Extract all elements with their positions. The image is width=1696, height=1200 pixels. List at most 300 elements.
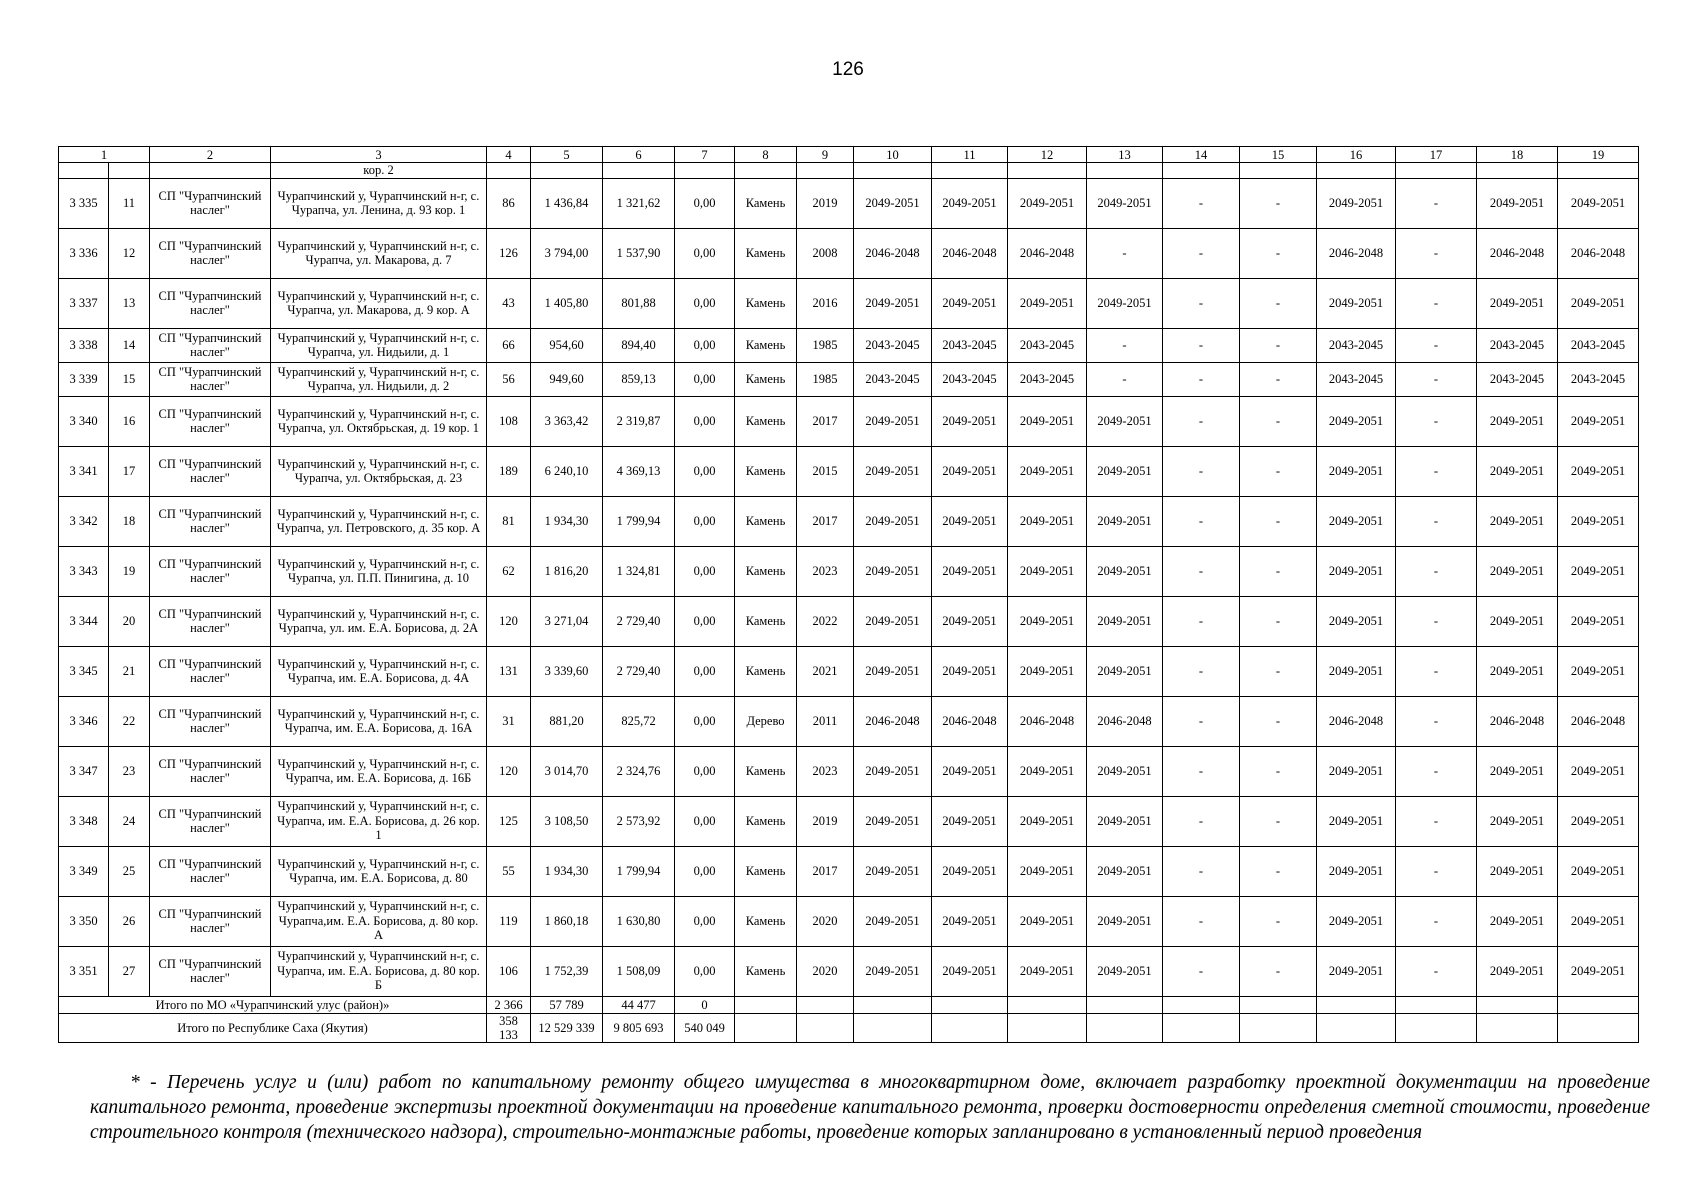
cell-col-14: - [1163, 446, 1240, 496]
cell-col-11: 2049-2051 [932, 896, 1008, 946]
cell-col-12: 2043-2045 [1008, 328, 1087, 362]
cell-col-9: 2023 [797, 746, 854, 796]
cell-col-16: 2049-2051 [1317, 446, 1396, 496]
cell-district: СП "Чурапчинский наслег" [150, 896, 271, 946]
cell-col-14: - [1163, 178, 1240, 228]
column-header-18: 18 [1477, 147, 1558, 163]
cell-district: СП "Чурапчинский наслег" [150, 496, 271, 546]
cell-col-10 [854, 1013, 932, 1042]
cell-col-18: 2043-2045 [1477, 362, 1558, 396]
cell-col-16: 2049-2051 [1317, 646, 1396, 696]
cell-col-17: - [1396, 796, 1477, 846]
column-header-1: 1 [59, 147, 150, 163]
cell-col-19 [1558, 996, 1639, 1013]
cell-col-5: 6 240,10 [531, 446, 603, 496]
cell-col-17: - [1396, 896, 1477, 946]
cell-col-13: 2049-2051 [1087, 546, 1163, 596]
cell-col-18: 2049-2051 [1477, 446, 1558, 496]
cell-col-6: 1 324,81 [603, 546, 675, 596]
cell-col-10: 2049-2051 [854, 178, 932, 228]
cell-col-5: 3 271,04 [531, 596, 603, 646]
cell-col-13 [1087, 1013, 1163, 1042]
cell-col-11 [932, 1013, 1008, 1042]
cell-col-16: 2049-2051 [1317, 396, 1396, 446]
totals-row [59, 996, 1639, 1013]
cell-col-9: 2021 [797, 646, 854, 696]
cell-col-14: - [1163, 228, 1240, 278]
cell-address: Чурапчинский у, Чурапчинский н-г, с. Чурапча, им. Е.А. Борисова, д. 16А [271, 696, 487, 746]
cell-address: Чурапчинский у, Чурапчинский н-г, с. Чурапча, ул. Нидьили, д. 1 [271, 328, 487, 362]
cell-district: СП "Чурапчинский наслег" [150, 228, 271, 278]
cell-col-18 [1477, 163, 1558, 179]
cell-col-11: 2049-2051 [932, 646, 1008, 696]
cell-col-19: 2043-2045 [1558, 362, 1639, 396]
table-row [59, 228, 1639, 278]
cell-col-7: 0,00 [675, 696, 735, 746]
cell-col-14: - [1163, 362, 1240, 396]
cell-col-4: 126 [487, 228, 531, 278]
cell-col-15: - [1240, 846, 1317, 896]
cell-col-12: 2049-2051 [1008, 596, 1087, 646]
cell-col-18: 2049-2051 [1477, 646, 1558, 696]
cell-district: СП "Чурапчинский наслег" [150, 546, 271, 596]
cell-address: Чурапчинский у, Чурапчинский н-г, с. Чурапча, ул. Ленина, д. 93 кор. 1 [271, 178, 487, 228]
cell-col-12: 2046-2048 [1008, 228, 1087, 278]
cell-col-18: 2049-2051 [1477, 546, 1558, 596]
cell-col-15 [1240, 996, 1317, 1013]
cell-address: Чурапчинский у, Чурапчинский н-г, с. Чурапча, ул. Макарова, д. 9 кор. А [271, 278, 487, 328]
cell-col-4: 108 [487, 396, 531, 446]
cell-col-5: 3 108,50 [531, 796, 603, 846]
cell-col-9 [797, 1013, 854, 1042]
cell-col-10: 2049-2051 [854, 596, 932, 646]
cell-col-5: 1 934,30 [531, 496, 603, 546]
cell-id: 3 339 [59, 362, 109, 396]
cell-col-13: 2049-2051 [1087, 278, 1163, 328]
column-header-14: 14 [1163, 147, 1240, 163]
cell-col-17: - [1396, 646, 1477, 696]
cell-col-11: 2049-2051 [932, 178, 1008, 228]
cell-district: СП "Чурапчинский наслег" [150, 446, 271, 496]
cell-col-11: 2049-2051 [932, 946, 1008, 996]
cell-col-6: 1 799,94 [603, 496, 675, 546]
cell-col-14: - [1163, 596, 1240, 646]
cell-col-4: 31 [487, 696, 531, 746]
cell-col-14: - [1163, 646, 1240, 696]
cell-col-4: 43 [487, 278, 531, 328]
table-row [59, 896, 1639, 946]
cell-col-14 [1163, 1013, 1240, 1042]
cell-col-15: - [1240, 946, 1317, 996]
cell-col-16: 2049-2051 [1317, 946, 1396, 996]
cell-col-12 [1008, 1013, 1087, 1042]
cell-id: 3 340 [59, 396, 109, 446]
cell-col-11: 2049-2051 [932, 446, 1008, 496]
cell-col-9: 2016 [797, 278, 854, 328]
totals-row [59, 1013, 1639, 1042]
cell-col-17: - [1396, 396, 1477, 446]
cell-col-12: 2049-2051 [1008, 646, 1087, 696]
cell-col-19: 2049-2051 [1558, 596, 1639, 646]
cell-col-12: 2046-2048 [1008, 696, 1087, 746]
page-number: 126 [832, 59, 864, 80]
cell-col-11: 2046-2048 [932, 696, 1008, 746]
cell-col-17: - [1396, 546, 1477, 596]
cell-col-9: 1985 [797, 328, 854, 362]
cell-col-16: 2049-2051 [1317, 496, 1396, 546]
totals-label: Итого по МО «Чурапчинский улус (район)» [59, 996, 487, 1013]
cell-col-12: 2049-2051 [1008, 178, 1087, 228]
cell-col-6: 1 321,62 [603, 178, 675, 228]
cell-col-8: Камень [735, 796, 797, 846]
cell-col-8 [735, 996, 797, 1013]
cell-col-10: 2049-2051 [854, 846, 932, 896]
cell-col-12: 2049-2051 [1008, 946, 1087, 996]
cell-col-9: 2017 [797, 496, 854, 546]
column-header-2: 2 [150, 147, 271, 163]
cell-col-17: - [1396, 362, 1477, 396]
cell-col-8: Камень [735, 896, 797, 946]
cell-col-13: 2049-2051 [1087, 946, 1163, 996]
cell-col-14: - [1163, 696, 1240, 746]
cell-col-10: 2049-2051 [854, 646, 932, 696]
cell-col-16 [1317, 996, 1396, 1013]
cell-col-19: 2049-2051 [1558, 496, 1639, 546]
cell-col-12: 2049-2051 [1008, 746, 1087, 796]
cell-col-4: 119 [487, 896, 531, 946]
table-row [59, 546, 1639, 596]
cell-col-6: 2 729,40 [603, 596, 675, 646]
table-row [59, 178, 1639, 228]
cell-col-14 [1163, 996, 1240, 1013]
table-row [59, 596, 1639, 646]
cell-col-10: 2046-2048 [854, 228, 932, 278]
cell-id: 3 337 [59, 278, 109, 328]
cell-col-13: 2049-2051 [1087, 646, 1163, 696]
cell-col-15: - [1240, 328, 1317, 362]
cell-address: Чурапчинский у, Чурапчинский н-г, с. Чурапча, ул. Петровского, д. 35 кор. А [271, 496, 487, 546]
table-row [59, 396, 1639, 446]
cell-col-7: 0,00 [675, 796, 735, 846]
cell-col-5: 1 405,80 [531, 278, 603, 328]
cell-col-5: 3 363,42 [531, 396, 603, 446]
cell-col-4: 62 [487, 546, 531, 596]
cell-col-7: 0,00 [675, 546, 735, 596]
cell-ordinal: 27 [109, 946, 150, 996]
cell-col-9: 2019 [797, 178, 854, 228]
cell-col-17: - [1396, 496, 1477, 546]
table-row [59, 696, 1639, 746]
cell-ordinal: 14 [109, 328, 150, 362]
cell-col-11 [932, 996, 1008, 1013]
cell-col-17 [1396, 163, 1477, 179]
cell-col-11: 2049-2051 [932, 796, 1008, 846]
cell-col-9 [797, 163, 854, 179]
cell-col-7: 0,00 [675, 446, 735, 496]
cell-district: СП "Чурапчинский наслег" [150, 396, 271, 446]
cell-id: 3 341 [59, 446, 109, 496]
cell-col-17: - [1396, 446, 1477, 496]
cell-col-19: 2049-2051 [1558, 278, 1639, 328]
column-header-6: 6 [603, 147, 675, 163]
cell-col-16 [1317, 163, 1396, 179]
cell-col-11: 2049-2051 [932, 396, 1008, 446]
cell-col-16: 2049-2051 [1317, 896, 1396, 946]
cell-col-7: 0,00 [675, 896, 735, 946]
cell-col-8: Камень [735, 228, 797, 278]
cell-col-5: 1 860,18 [531, 896, 603, 946]
cell-col-16: 2043-2045 [1317, 362, 1396, 396]
cell-id: 3 342 [59, 496, 109, 546]
table-row [59, 746, 1639, 796]
cell-col-10: 2043-2045 [854, 362, 932, 396]
cell-col-13: - [1087, 362, 1163, 396]
cell-ordinal: 16 [109, 396, 150, 446]
cell-col-8: Камень [735, 546, 797, 596]
cell-address: Чурапчинский у, Чурапчинский н-г, с. Чурапча, им. Е.А. Борисова, д. 16Б [271, 746, 487, 796]
cell-address: Чурапчинский у, Чурапчинский н-г, с. Чурапча, им. Е.А. Борисова, д. 4А [271, 646, 487, 696]
continuation-row [59, 163, 1639, 179]
cell-district: СП "Чурапчинский наслег" [150, 178, 271, 228]
cell-id: 3 348 [59, 796, 109, 846]
cell-col-13: 2049-2051 [1087, 796, 1163, 846]
cell-col-7: 0,00 [675, 178, 735, 228]
cell-district: СП "Чурапчинский наслег" [150, 946, 271, 996]
cell-col-7: 0 [675, 996, 735, 1013]
cell-address: Чурапчинский у, Чурапчинский н-г, с. Чурапча,им. Е.А. Борисова, д. 80 кор. А [271, 896, 487, 946]
cell-col-8: Камень [735, 596, 797, 646]
column-number-header [59, 147, 1639, 163]
cell-col-9: 2019 [797, 796, 854, 846]
cell-address: кор. 2 [271, 163, 487, 179]
cell-col-18: 2049-2051 [1477, 946, 1558, 996]
cell-col-16: 2043-2045 [1317, 328, 1396, 362]
cell-col-19: 2046-2048 [1558, 696, 1639, 746]
cell-ordinal: 21 [109, 646, 150, 696]
cell-col-12: 2043-2045 [1008, 362, 1087, 396]
table-row [59, 946, 1639, 996]
cell-col-17: - [1396, 696, 1477, 746]
table-row [59, 646, 1639, 696]
cell-col-4: 125 [487, 796, 531, 846]
cell-col-5: 949,60 [531, 362, 603, 396]
cell-col-10: 2049-2051 [854, 746, 932, 796]
cell-col-18: 2049-2051 [1477, 746, 1558, 796]
cell-col-15: - [1240, 396, 1317, 446]
cell-col-18: 2046-2048 [1477, 696, 1558, 746]
cell-col-15: - [1240, 596, 1317, 646]
registry-table [58, 146, 1639, 1043]
cell-ordinal: 15 [109, 362, 150, 396]
cell-col-5: 3 014,70 [531, 746, 603, 796]
column-header-5: 5 [531, 147, 603, 163]
cell-district: СП "Чурапчинский наслег" [150, 796, 271, 846]
cell-col-9: 2020 [797, 946, 854, 996]
cell-col-19 [1558, 163, 1639, 179]
cell-ordinal: 25 [109, 846, 150, 896]
cell-col-12: 2049-2051 [1008, 896, 1087, 946]
cell-col-4: 120 [487, 596, 531, 646]
table-row [59, 328, 1639, 362]
cell-col-10: 2049-2051 [854, 946, 932, 996]
cell-col-9: 1985 [797, 362, 854, 396]
cell-col-15: - [1240, 362, 1317, 396]
cell-col-7: 0,00 [675, 362, 735, 396]
cell-address: Чурапчинский у, Чурапчинский н-г, с. Чурапча, им. Е.А. Борисова, д. 80 кор. Б [271, 946, 487, 996]
cell-col-17: - [1396, 328, 1477, 362]
column-header-11: 11 [932, 147, 1008, 163]
cell-col-14: - [1163, 396, 1240, 446]
cell-col-13: 2049-2051 [1087, 746, 1163, 796]
cell-col-7: 0,00 [675, 946, 735, 996]
cell-col-14: - [1163, 796, 1240, 846]
cell-col-6: 9 805 693 [603, 1013, 675, 1042]
cell-col-16: 2049-2051 [1317, 746, 1396, 796]
cell-col-5: 1 436,84 [531, 178, 603, 228]
cell-col-7: 0,00 [675, 646, 735, 696]
cell-col-10: 2043-2045 [854, 328, 932, 362]
cell-col-12: 2049-2051 [1008, 446, 1087, 496]
cell-ordinal [109, 163, 150, 179]
cell-col-7: 0,00 [675, 596, 735, 646]
cell-col-15: - [1240, 496, 1317, 546]
cell-col-13: 2049-2051 [1087, 178, 1163, 228]
cell-col-5: 1 816,20 [531, 546, 603, 596]
cell-col-12: 2049-2051 [1008, 496, 1087, 546]
cell-col-11 [932, 163, 1008, 179]
cell-col-14: - [1163, 546, 1240, 596]
cell-col-6: 825,72 [603, 696, 675, 746]
cell-col-17: - [1396, 228, 1477, 278]
cell-id: 3 344 [59, 596, 109, 646]
cell-id: 3 335 [59, 178, 109, 228]
cell-col-8: Камень [735, 646, 797, 696]
cell-col-19: 2043-2045 [1558, 328, 1639, 362]
cell-col-9: 2011 [797, 696, 854, 746]
cell-col-10: 2049-2051 [854, 396, 932, 446]
cell-col-6: 859,13 [603, 362, 675, 396]
cell-id: 3 350 [59, 896, 109, 946]
cell-col-11: 2049-2051 [932, 278, 1008, 328]
cell-col-14: - [1163, 496, 1240, 546]
cell-district: СП "Чурапчинский наслег" [150, 746, 271, 796]
cell-col-18 [1477, 1013, 1558, 1042]
cell-col-12 [1008, 163, 1087, 179]
cell-district: СП "Чурапчинский наслег" [150, 362, 271, 396]
cell-col-8: Дерево [735, 696, 797, 746]
cell-col-11: 2049-2051 [932, 846, 1008, 896]
cell-col-8: Камень [735, 446, 797, 496]
cell-col-10 [854, 163, 932, 179]
cell-col-6: 1 508,09 [603, 946, 675, 996]
cell-address: Чурапчинский у, Чурапчинский н-г, с. Чурапча, ул. Октябрьская, д. 23 [271, 446, 487, 496]
cell-col-13 [1087, 996, 1163, 1013]
cell-col-19: 2049-2051 [1558, 446, 1639, 496]
column-header-8: 8 [735, 147, 797, 163]
cell-ordinal: 17 [109, 446, 150, 496]
cell-district: СП "Чурапчинский наслег" [150, 278, 271, 328]
cell-col-11: 2049-2051 [932, 546, 1008, 596]
cell-col-5: 57 789 [531, 996, 603, 1013]
cell-col-6: 2 573,92 [603, 796, 675, 846]
cell-col-8: Камень [735, 496, 797, 546]
cell-col-10: 2049-2051 [854, 446, 932, 496]
column-header-3: 3 [271, 147, 487, 163]
cell-col-15: - [1240, 646, 1317, 696]
cell-col-17: - [1396, 846, 1477, 896]
cell-col-18: 2043-2045 [1477, 328, 1558, 362]
cell-col-19: 2049-2051 [1558, 896, 1639, 946]
cell-col-11: 2049-2051 [932, 746, 1008, 796]
cell-col-4: 66 [487, 328, 531, 362]
cell-col-18 [1477, 996, 1558, 1013]
table-row [59, 278, 1639, 328]
cell-col-10: 2049-2051 [854, 496, 932, 546]
cell-col-5 [531, 163, 603, 179]
cell-col-5: 3 794,00 [531, 228, 603, 278]
cell-col-19: 2049-2051 [1558, 746, 1639, 796]
cell-col-4: 55 [487, 846, 531, 896]
cell-col-7: 0,00 [675, 228, 735, 278]
column-header-12: 12 [1008, 147, 1087, 163]
cell-col-11: 2049-2051 [932, 496, 1008, 546]
cell-col-6: 2 324,76 [603, 746, 675, 796]
cell-col-8: Камень [735, 746, 797, 796]
column-header-4: 4 [487, 147, 531, 163]
cell-ordinal: 23 [109, 746, 150, 796]
cell-col-17: - [1396, 178, 1477, 228]
cell-col-18: 2049-2051 [1477, 496, 1558, 546]
cell-col-14: - [1163, 946, 1240, 996]
cell-col-16 [1317, 1013, 1396, 1042]
cell-col-9: 2022 [797, 596, 854, 646]
cell-col-17 [1396, 996, 1477, 1013]
cell-col-6: 4 369,13 [603, 446, 675, 496]
column-header-10: 10 [854, 147, 932, 163]
cell-col-12: 2049-2051 [1008, 846, 1087, 896]
cell-col-7: 0,00 [675, 278, 735, 328]
cell-col-19: 2049-2051 [1558, 946, 1639, 996]
cell-col-9: 2008 [797, 228, 854, 278]
cell-district: СП "Чурапчинский наслег" [150, 846, 271, 896]
cell-ordinal: 26 [109, 896, 150, 946]
cell-id: 3 346 [59, 696, 109, 746]
cell-id: 3 351 [59, 946, 109, 996]
cell-col-14: - [1163, 328, 1240, 362]
cell-id: 3 347 [59, 746, 109, 796]
cell-col-15: - [1240, 746, 1317, 796]
cell-col-14: - [1163, 746, 1240, 796]
cell-col-8: Камень [735, 396, 797, 446]
cell-col-18: 2049-2051 [1477, 846, 1558, 896]
cell-id: 3 349 [59, 846, 109, 896]
cell-col-12 [1008, 996, 1087, 1013]
cell-col-5: 1 934,30 [531, 846, 603, 896]
cell-col-4 [487, 163, 531, 179]
cell-ordinal: 18 [109, 496, 150, 546]
table-row [59, 446, 1639, 496]
cell-col-10: 2049-2051 [854, 278, 932, 328]
cell-col-12: 2049-2051 [1008, 546, 1087, 596]
cell-col-4: 189 [487, 446, 531, 496]
cell-id [59, 163, 109, 179]
cell-col-5: 3 339,60 [531, 646, 603, 696]
table-row [59, 362, 1639, 396]
cell-col-17: - [1396, 278, 1477, 328]
column-header-19: 19 [1558, 147, 1639, 163]
column-header-7: 7 [675, 147, 735, 163]
cell-col-11: 2043-2045 [932, 362, 1008, 396]
